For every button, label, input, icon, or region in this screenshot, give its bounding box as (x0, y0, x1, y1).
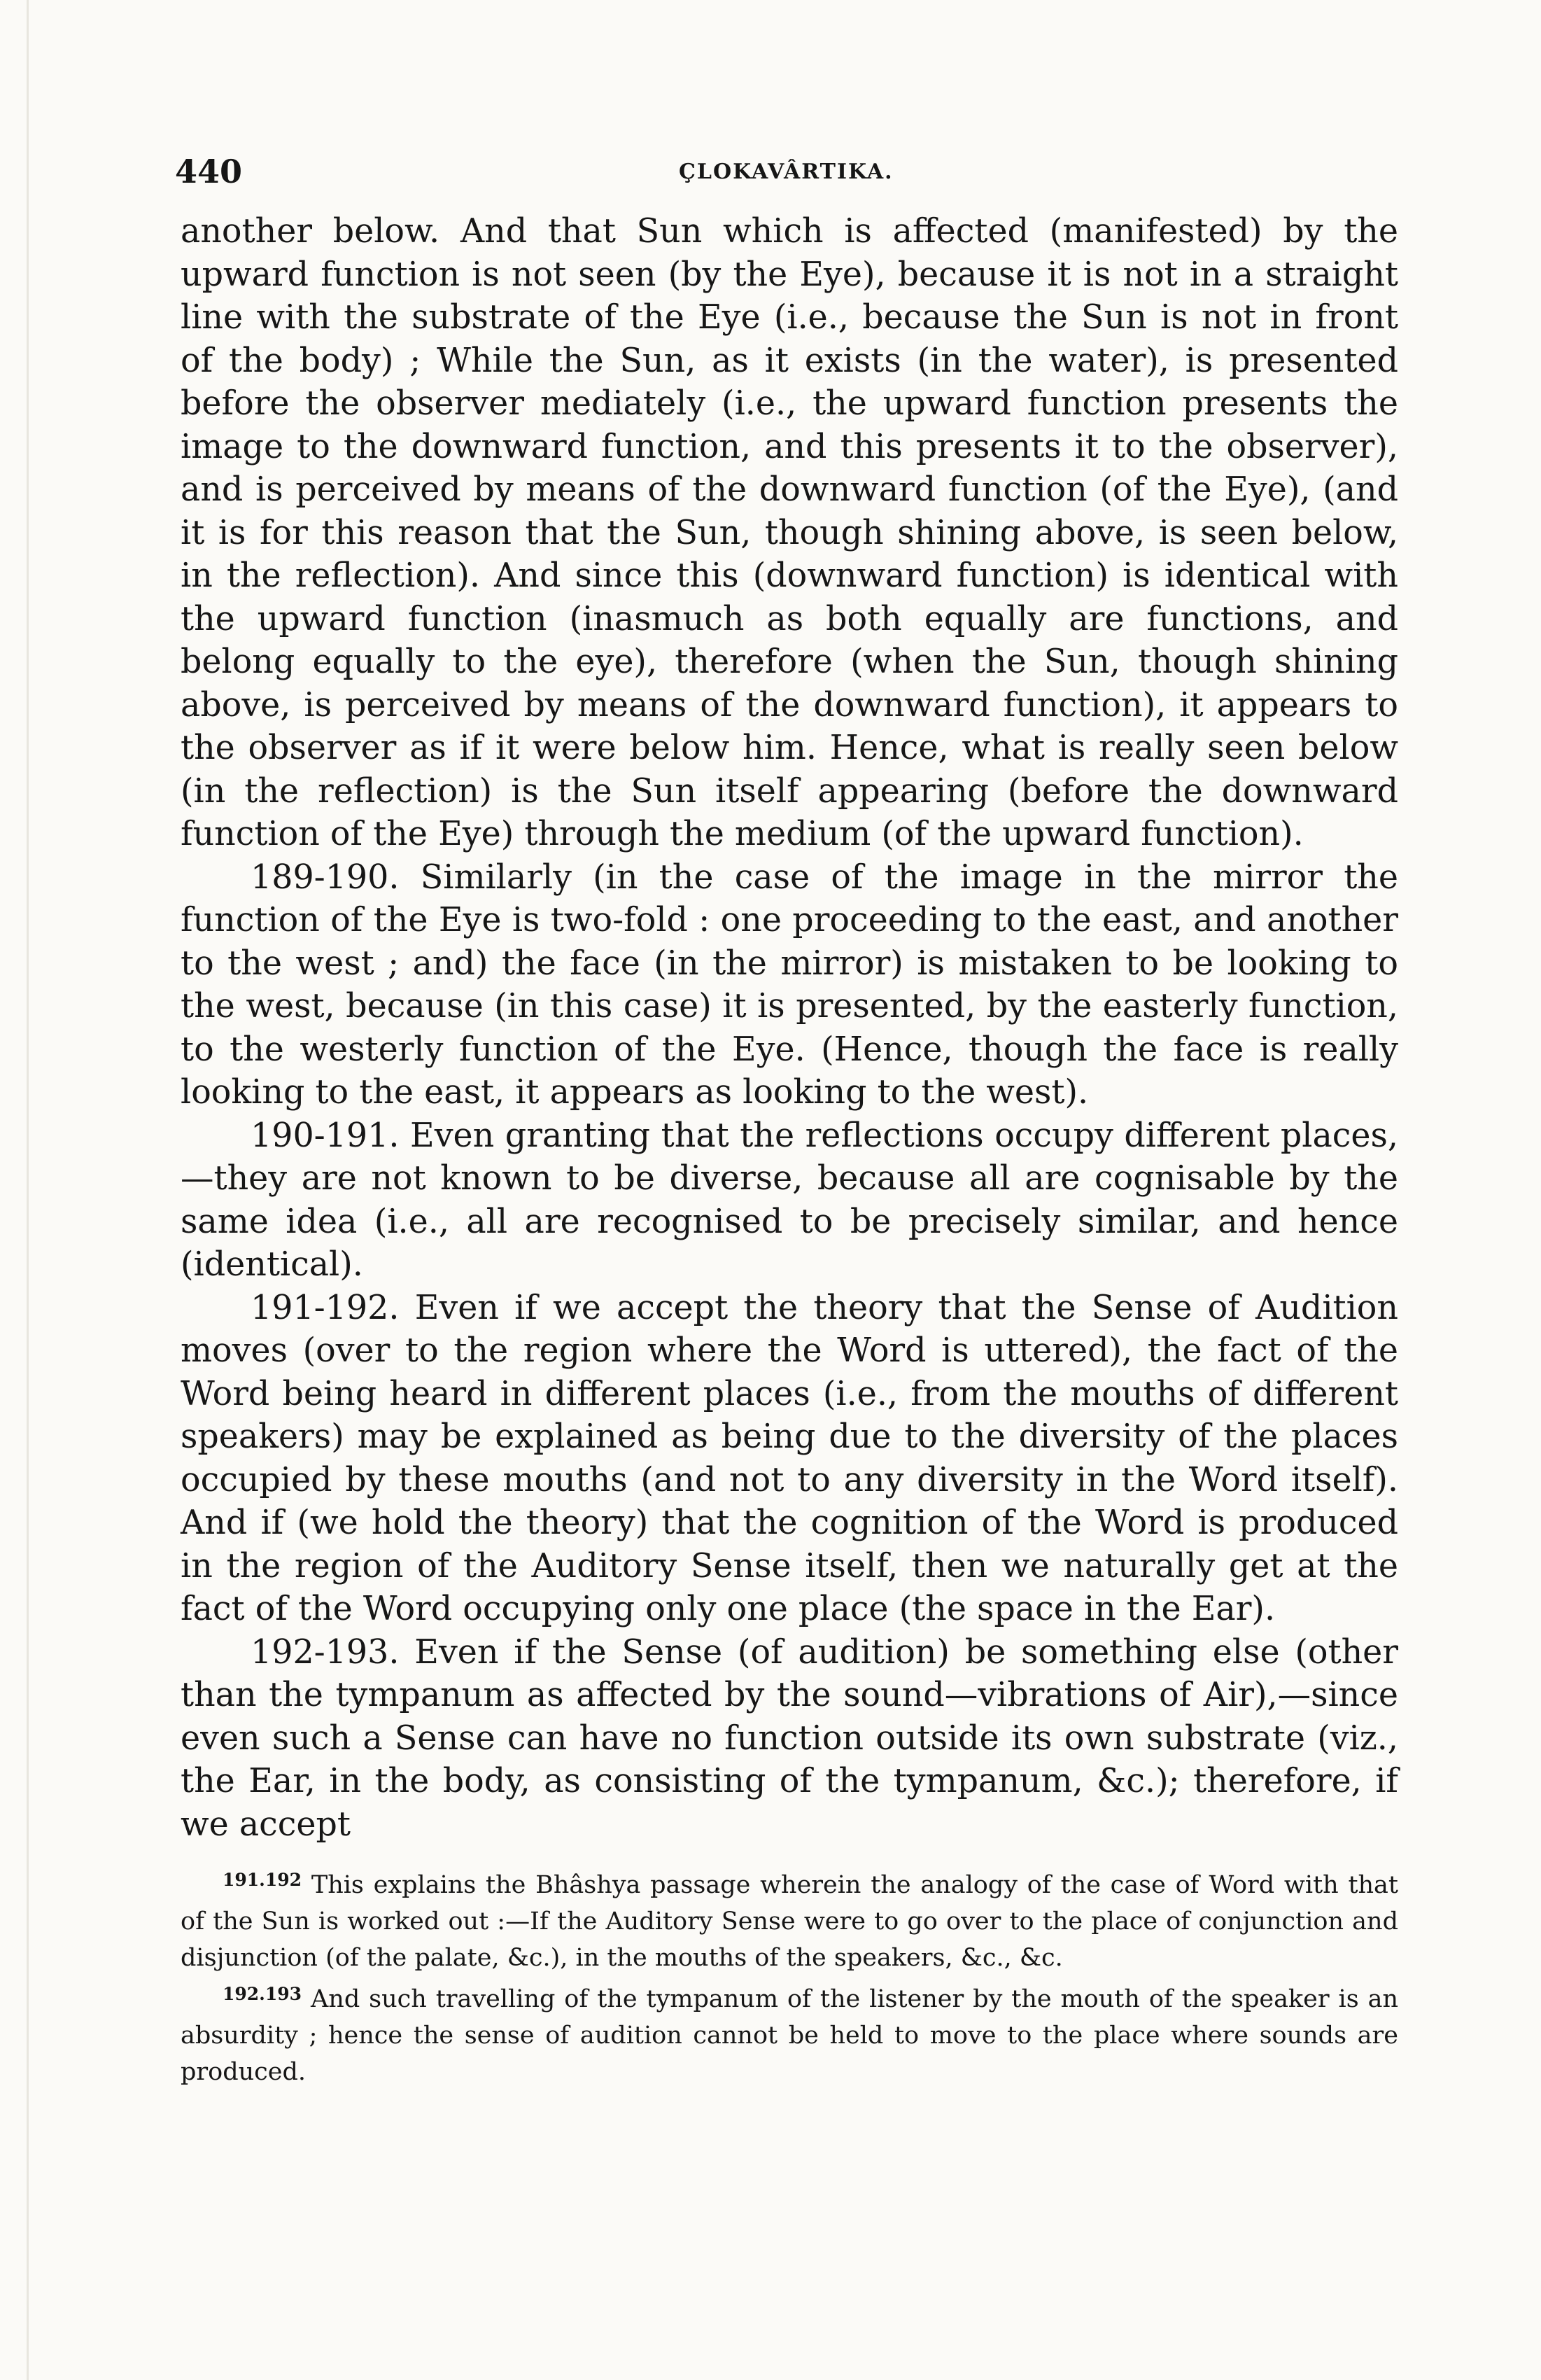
footnote-text: And such travelling of the tympanum of the listener by the mouth of the speaker is an absurdity ; hence the sense of audition cannot be held to move to the place where sounds are produced. (181, 1985, 1398, 2086)
footnote-text: This explains the Bhâshya passage wherein the analogy of the case of Word with that of the Sun is worked out :—If the Auditory Sense were to go over to the place of conjunction and disjunction (of the palate, &c.), in the mouths of the speakers, &c., &c. (181, 1871, 1398, 1972)
verse-number: 191-192. (251, 1288, 400, 1327)
paragraph-verse-191-192 (181, 1287, 1398, 1631)
paragraph-text: Even if the Sense (of audition) be something else (other than the tympanum as affected by the sound—vibrations of Air),—since even such a Sense can have no function outside its own substrate (viz., the Ear, in the body, as consisting of the tympanum, &c.); therefore, if we accept (181, 1632, 1398, 1844)
running-title: ÇLOKAVÂRTIKA. (679, 160, 894, 184)
verse-number: 189-190. (251, 858, 400, 897)
paragraph-text: Similarly (in the case of the image in the mirror the function of the Eye is two-fold : one proceeding to the east, and another to the west ; and) the face (in the mirror) is mistaken to be looking to the west, because (in this case) it is presented, by the easterly function, to the westerly function of the Eye. (Hence, though the face is really looking to the east, it appears as looking to the west). (181, 858, 1398, 1112)
footnote-number: 191.192 (223, 1870, 302, 1890)
verse-number: 190-191. (251, 1116, 400, 1155)
paragraph-text: Even granting that the reflections occupy different places, —they are not known to be diverse, because all are cognisable by the same idea (i.e., all are recognised to be precisely similar, and hence (identical). (181, 1116, 1398, 1284)
verse-number: 192-193. (251, 1632, 400, 1672)
paragraph-verse-190-191 (181, 1114, 1398, 1287)
paragraph-verse-192-193 (181, 1631, 1398, 1847)
page-header (175, 153, 1393, 195)
paragraph-continuation: another below. And that Sun which is affected (manifested) by the upward function is not seen (by the Eye), because it is not in a straight line with the substrate of the Eye (i.e., because the Sun is not in front of the body) ; While the Sun, as it exists (in the water), is presented before the observer mediately (i.e., the upward function presents the image to the downward function, and this presents it to the observer), and is perceived by means of the downward function (of the Eye), (and it is for this reason that the Sun, though shining above, is seen below, in the reflection). And since this (downward function) is identical with the upward function (inasmuch as both equally are functions, and belong equally to the eye), therefore (when the Sun, though shining above, is perceived by means of the downward function), it appears to the observer as if it were below him. Hence, what is really seen below (in the reflection) is the Sun itself appearing (before the downward function of the Eye) through the medium (of the upward function). (181, 212, 1398, 853)
paragraph-verse-189-190 (181, 856, 1398, 1114)
paragraph-text: Even if we accept the theory that the Sense of Audition moves (over to the region where the Word is uttered), the fact of the Word being heard in different places (i.e., from the mouths of different speakers) may be explained as being due to the diversity of the places occupied by these mouths (and not to any diversity in the Word itself). And if (we hold the theory) that the cognition of the Word is produced in the region of the Auditory Sense itself, then we naturally get at the fact of the Word occupying only one place (the space in the Ear). (181, 1288, 1398, 1628)
footnotes (181, 1862, 1398, 2090)
footnote-number: 192.193 (223, 1984, 302, 2004)
footnote-192-193 (181, 1976, 1398, 2090)
page-number: 440 (175, 153, 243, 190)
footnote-191-192 (181, 1862, 1398, 1976)
main-text (181, 210, 1398, 1846)
page-edge-shadow (27, 0, 29, 2380)
